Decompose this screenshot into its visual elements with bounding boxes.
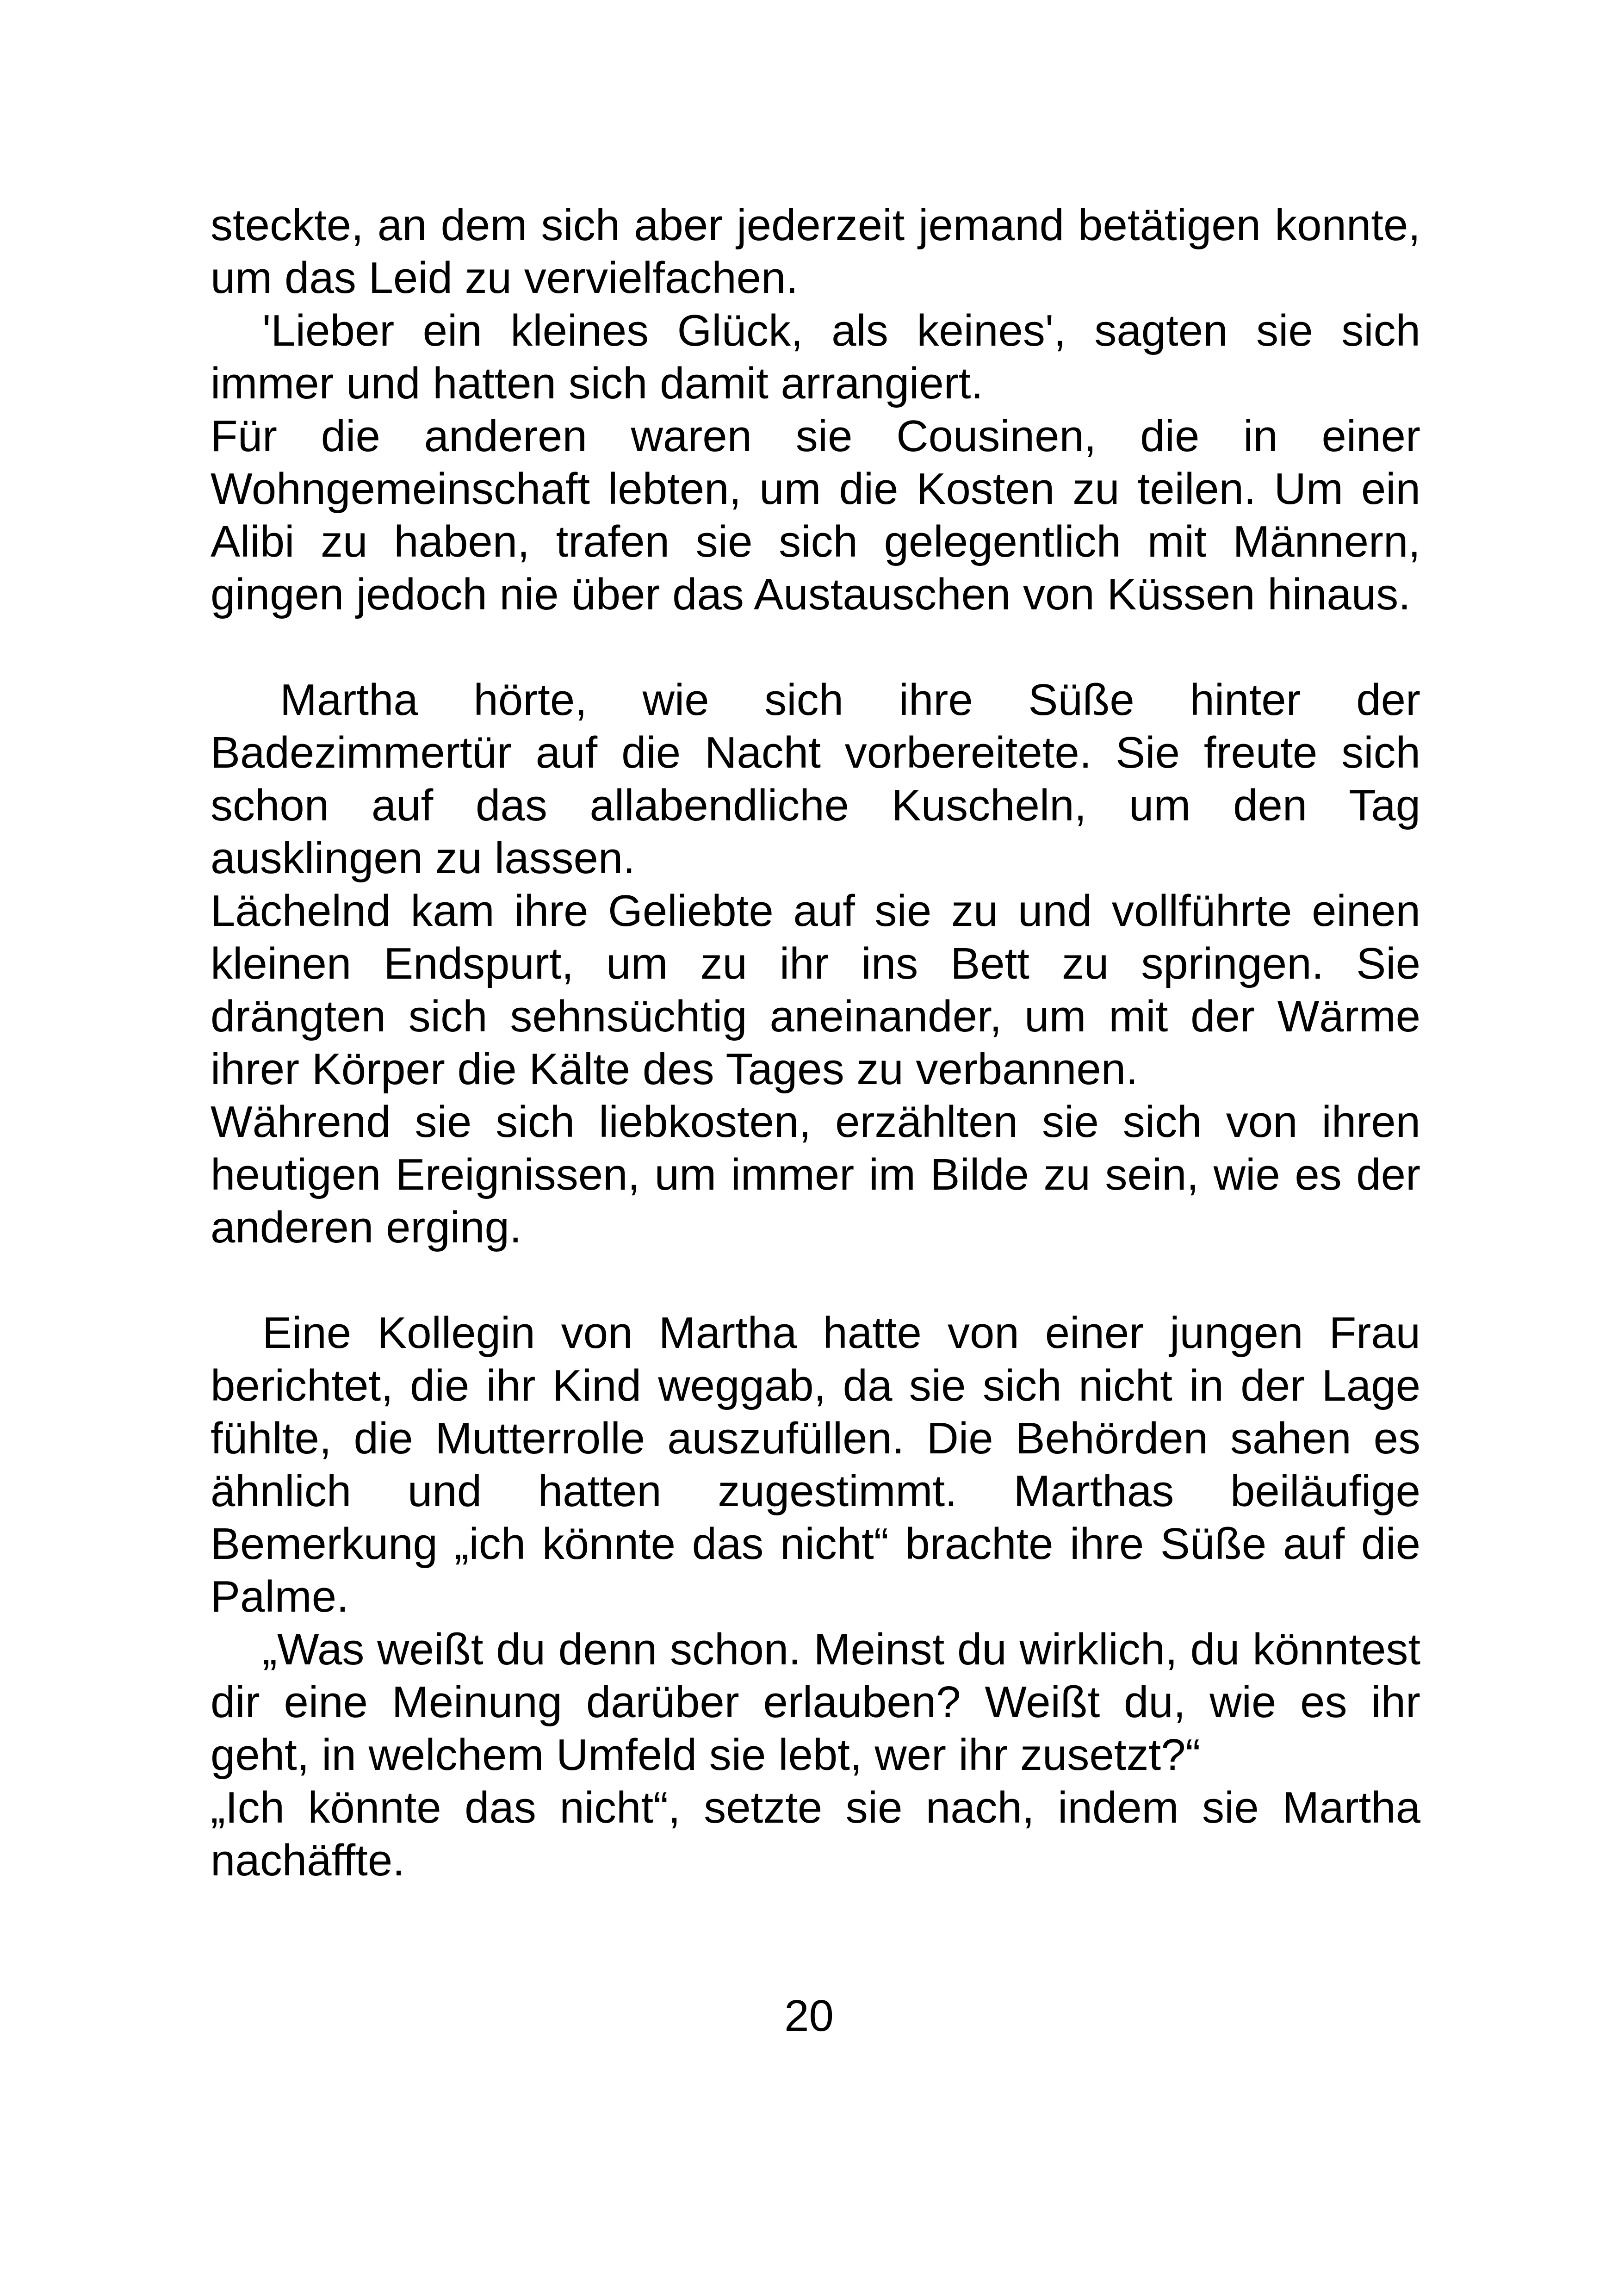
paragraph: Für die anderen waren sie Cousinen, die in einer Wohngemeinschaft lebten, um die Kosten zu teilen. Um ein Alibi zu haben, trafen sie sich gelegentlich mit Männern, gingen jedoch nie über das Austauschen von Küssen hinaus. [211,411,1420,619]
paragraph-gap [211,1254,1420,1307]
paragraph-gap [211,621,1420,674]
paragraph: „Ich könnte das nicht“, setzte sie nach, indem sie Martha nachäffte. [211,1783,1420,1885]
paragraph: Martha hörte, wie sich ihre Süße hinter der Badezimmertür auf die Nacht vorbereitete. Sie freute sich schon auf das allabendliche Kuscheln, um den Tag ausklingen zu lassen. [211,675,1420,883]
page-number: 20 [784,1991,834,2041]
paragraph: Eine Kollegin von Martha hatte von einer jungen Frau berichtet, die ihr Kind weggab, da sie sich nicht in der Lage fühlte, die Mutterrolle auszufüllen. Die Behörden sahen es ähnlich und hatten zugestimmt. Marthas beiläufige Bemerkung „ich könnte das nicht“ brachte ihre Süße auf die Palme. [211,1308,1420,1621]
paragraph: Während sie sich liebkosten, erzählten sie sich von ihren heutigen Ereignissen, um immer im Bilde zu sein, wie es der anderen erging. [211,1097,1420,1252]
paragraph: 'Lieber ein kleines Glück, als keines', sagten sie sich immer und hatten sich damit arrangiert. [211,306,1420,408]
paragraph: „Was weißt du denn schon. Meinst du wirklich, du könntest dir eine Meinung darüber erlauben? Weißt du, wie es ihr geht, in welchem Umfeld sie lebt, wer ihr zusetzt?“ [211,1625,1420,1780]
body-text [211,199,1420,1887]
paragraph: Lächelnd kam ihre Geliebte auf sie zu und vollführte einen kleinen Endspurt, um zu ihr ins Bett zu springen. Sie drängten sich sehnsüchtig aneinander, um mit der Wärme ihrer Körper die Kälte des Tages zu verbannen. [211,886,1420,1094]
paragraph: steckte, an dem sich aber jederzeit jemand betätigen konnte, um das Leid zu vervielfachen. [211,200,1420,303]
